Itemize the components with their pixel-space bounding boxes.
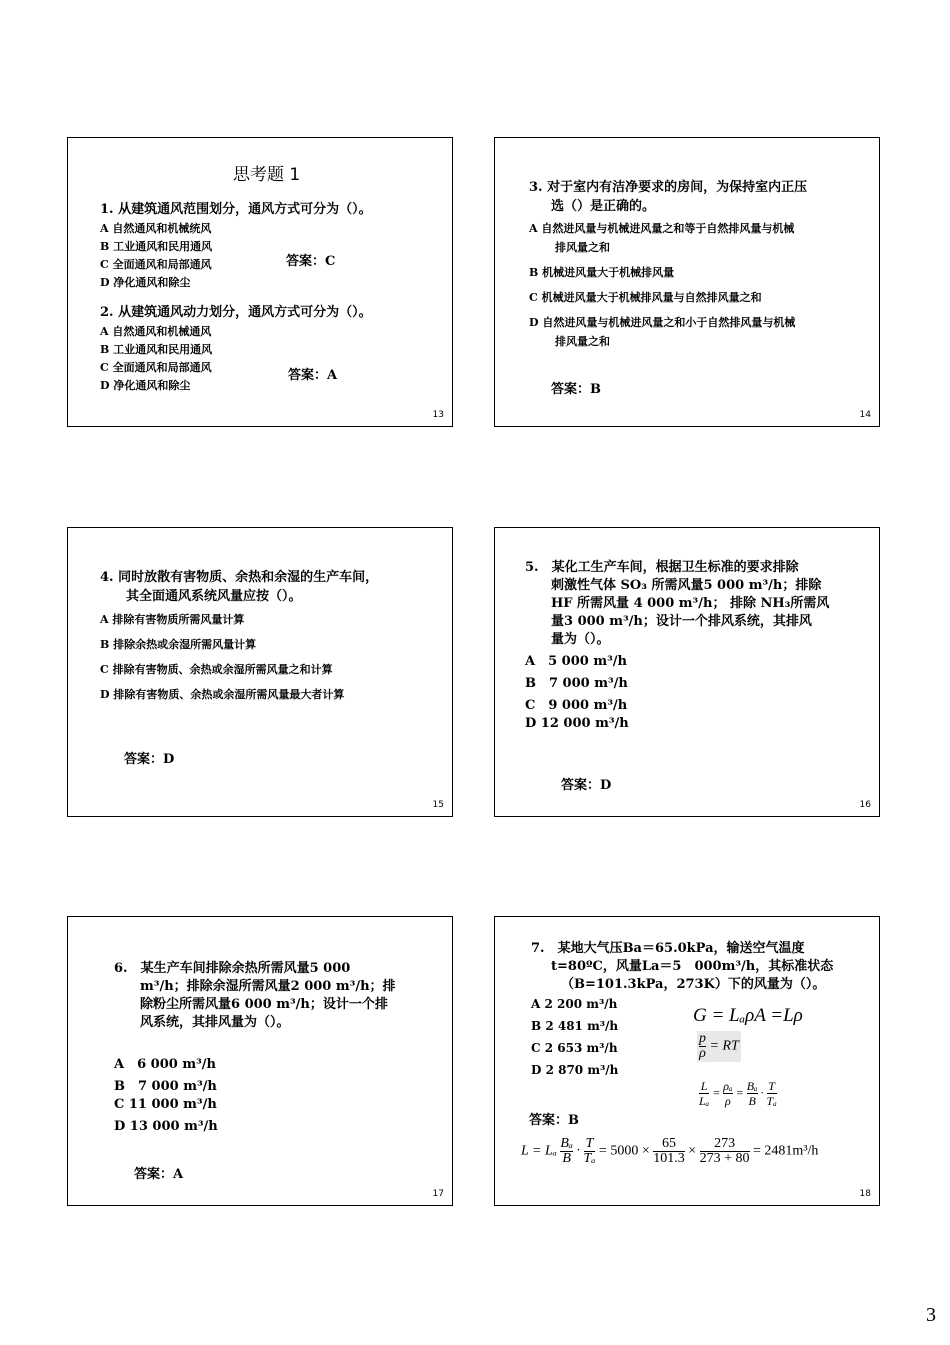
question-line: 5. 某化工生产车间，根据卫生标准的要求排除	[525, 560, 799, 575]
question-2: 2. 从建筑通风动力划分，通风方式可分为（）。	[100, 305, 372, 320]
answer: 答案：C	[286, 254, 336, 269]
slide-number: 18	[859, 1189, 871, 1199]
question-1: 1. 从建筑通风范围划分，通风方式可分为（）。	[100, 202, 372, 217]
fraction-denominator: B	[562, 1151, 571, 1166]
option-c: C 全面通风和局部通风	[100, 361, 212, 374]
slide-15	[67, 527, 453, 817]
option-d: D 排除有害物质、余热或余湿所需风量最大者计算	[100, 688, 345, 701]
fraction-numerator: Bₐ	[560, 1136, 574, 1151]
option-d: D 自然进风量与机械进风量之和小于自然排风量与机械	[529, 316, 796, 329]
answer: 答案：A	[134, 1167, 184, 1182]
slide-title: 思考题 1	[233, 165, 301, 185]
fraction-denominator: 273 + 80	[699, 1151, 750, 1166]
formula-ratio: $\frac{L}{\text{Lₐ}}$ = $\frac{\text{ρₐ}}{\rho}$ = $\frac{\text{Bₐ}}{B}$ · $\frac{T}{\text{Tₐ}}$	[699, 1079, 777, 1108]
fraction-numerator: p	[699, 1031, 706, 1046]
option-b: B 排除余热或余湿所需风量计算	[100, 638, 257, 651]
fraction-numerator: T	[584, 1137, 596, 1152]
calc-result: = 2481m³/h	[753, 1143, 819, 1159]
option-b: B 机械进风量大于机械排风量	[529, 266, 675, 279]
option-c: C 11 000 m³/h	[114, 1097, 217, 1112]
slide-13	[67, 137, 453, 427]
fraction-numerator: Bₐ	[746, 1079, 758, 1093]
answer: 答案：B	[529, 1113, 579, 1128]
question-line: 其全面通风系统风量应按（）。	[126, 589, 302, 604]
question-line: （B=101.3kPa，273K）下的风量为（）。	[561, 977, 826, 992]
question-line: 6. 某生产车间排除余热所需风量5 000	[114, 961, 351, 976]
option-c: C 排除有害物质、余热或余湿所需风量之和计算	[100, 663, 333, 676]
calc-lhs: L = Lₐ	[521, 1143, 557, 1159]
slide-number: 13	[432, 410, 444, 420]
slide-17	[67, 916, 453, 1206]
option-c: C 机械进风量大于机械排风量与自然排风量之和	[529, 291, 762, 304]
question-line: HF 所需风量 4 000 m³/h； 排除 NH₃所需风	[551, 596, 830, 611]
question-line: 选（）是正确的。	[551, 199, 656, 214]
fraction-denominator: 101.3	[653, 1151, 685, 1166]
option-a: A 自然通风和机械统风	[100, 222, 212, 235]
fraction-denominator: Tₐ	[766, 1094, 777, 1108]
calc-times: ×	[688, 1143, 697, 1159]
question-line: 风系统，其排风量为（）。	[140, 1015, 290, 1030]
fraction-numerator: ρₐ	[723, 1079, 733, 1093]
question-line: m³/h；排除余湿所需风量2 000 m³/h；排	[140, 979, 396, 994]
option-a: A 自然进风量与机械进风量之和等于自然排风量与机械	[529, 222, 795, 235]
option-a: A 自然通风和机械通风	[100, 325, 212, 338]
option-d: D 2 870 m³/h	[531, 1063, 619, 1077]
option-c: C 2 653 m³/h	[531, 1041, 618, 1055]
option-a: A 5 000 m³/h	[525, 654, 627, 669]
answer: 答案：B	[551, 382, 601, 397]
fraction-numerator: T	[768, 1079, 775, 1093]
formula-mass-flow: G = LₐρA =Lρ	[693, 1005, 803, 1026]
question-line: 量3 000 m³/h；设计一个排风系统，其排风	[551, 614, 812, 629]
fraction-denominator: ρ	[699, 1046, 706, 1061]
question-line: 3. 对于室内有洁净要求的房间，为保持室内正压	[529, 180, 808, 195]
slide-14	[494, 137, 880, 427]
slide-18	[494, 916, 880, 1206]
question-line: 4. 同时放散有害物质、余热和余湿的生产车间，	[100, 570, 379, 585]
page-number: 3	[926, 1304, 936, 1326]
answer: 答案：A	[288, 368, 338, 383]
question-line: t=80ºC，风量La＝5 000m³/h，其标准状态	[551, 959, 834, 974]
option-c: C 全面通风和局部通风	[100, 258, 212, 271]
slide-number: 15	[432, 800, 444, 810]
fraction-numerator: 273	[700, 1137, 750, 1152]
option-a: A 2 200 m³/h	[531, 997, 618, 1011]
fraction-denominator: Tₐ	[583, 1151, 596, 1166]
fraction-numerator: 65	[653, 1137, 685, 1152]
answer: 答案：D	[124, 752, 175, 767]
slide-number: 17	[432, 1189, 444, 1199]
fraction-denominator: Lₐ	[699, 1094, 710, 1108]
slide-number: 14	[859, 410, 871, 420]
option-b: B 7 000 m³/h	[525, 676, 628, 691]
option-d-cont: 排风量之和	[555, 335, 610, 348]
calc-eq: = 5000 ×	[598, 1143, 650, 1159]
formula-calculation: L = Lₐ $\frac{\text{Bₐ}}{B}$ · $\frac{T}{\text{Tₐ}}$ = 5000 × $\frac{65}{101.3}$ × $\frac{273}{273 + 80}$ = 2481m³/h	[521, 1136, 819, 1166]
question-line: 除粉尘所需风量6 000 m³/h；设计一个排	[140, 997, 388, 1012]
slide-number: 16	[859, 800, 871, 810]
formula-rhs: = RT	[709, 1038, 739, 1054]
fraction-denominator: B	[748, 1094, 756, 1108]
formula-ideal-gas	[697, 1031, 741, 1062]
question-line: 量为（）。	[551, 632, 610, 647]
option-a: A 6 000 m³/h	[114, 1057, 216, 1072]
option-a: A 排除有害物质所需风量计算	[100, 613, 245, 626]
question-line: 7. 某地大气压Ba＝65.0kPa，输送空气温度	[531, 941, 805, 956]
answer: 答案：D	[561, 778, 612, 793]
option-b: B 工业通风和民用通风	[100, 343, 213, 356]
option-b: B 2 481 m³/h	[531, 1019, 619, 1033]
fraction-numerator: L	[700, 1079, 708, 1093]
option-a-cont: 排风量之和	[555, 241, 610, 254]
fraction-denominator: ρ	[725, 1094, 731, 1108]
option-d: D 净化通风和除尘	[100, 276, 191, 289]
question-line: 刺激性气体 SO₃ 所需风量5 000 m³/h；排除	[551, 578, 822, 593]
option-d: D 13 000 m³/h	[114, 1119, 218, 1134]
option-d: D 12 000 m³/h	[525, 716, 629, 731]
slide-16	[494, 527, 880, 817]
option-c: C 9 000 m³/h	[525, 698, 628, 713]
option-b: B 7 000 m³/h	[114, 1079, 217, 1094]
option-d: D 净化通风和除尘	[100, 379, 191, 392]
option-b: B 工业通风和民用通风	[100, 240, 213, 253]
